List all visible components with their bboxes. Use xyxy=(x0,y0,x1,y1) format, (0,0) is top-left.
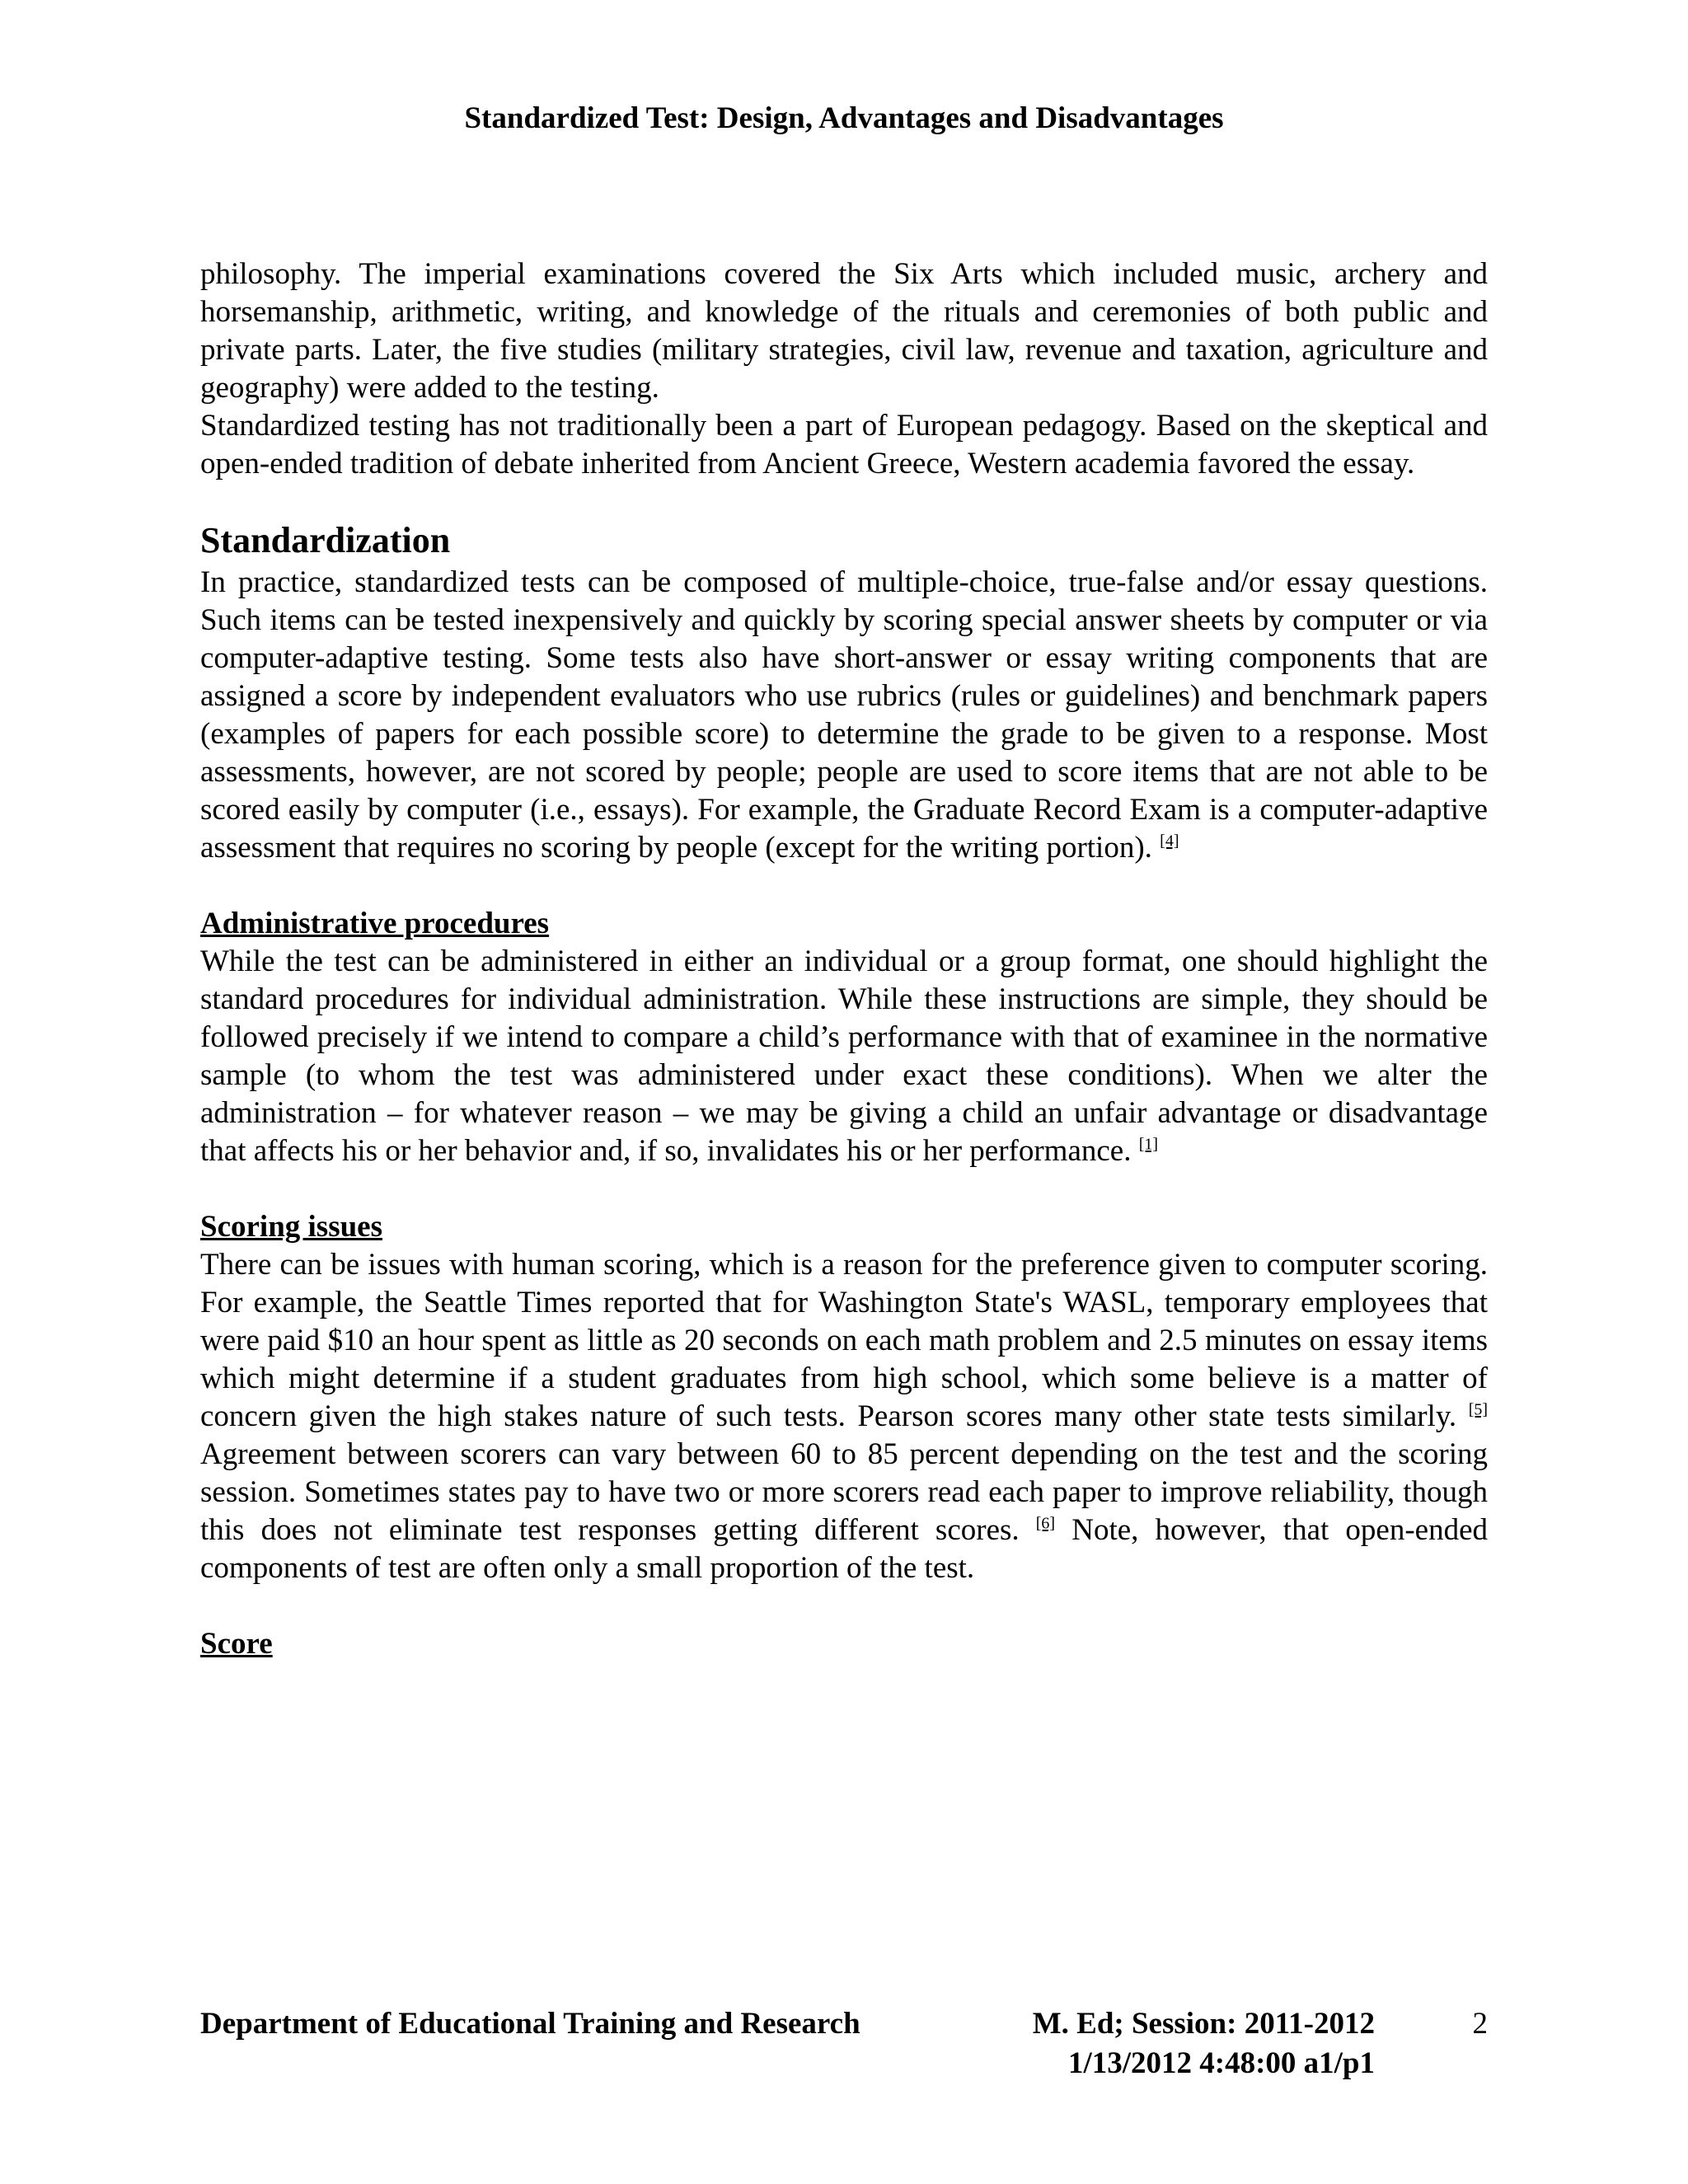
footer-department: Department of Educational Training and Research xyxy=(200,2007,860,2041)
subheading-scoring-issues: Scoring issues xyxy=(200,1210,383,1244)
footer-session-line: M. Ed; Session: 2011-2012 xyxy=(1032,2007,1375,2041)
paragraph-standardization xyxy=(200,564,1488,867)
paragraph-standardization-text: In practice, standardized tests can be composed of multiple-choice, true-false and/or essay questions. Such items can be tested inexpensively and quickly by scoring special answer sheets by computer or via computer-adaptive testing. Some tests also have short-answer or essay writing components that are assigned a score by independent evaluators who use rubrics (rules or guidelines) and benchmark papers (examples of papers for each possible score) to determine the grade to be given to a response. Most assessments, however, are not scored by people; people are used to score items that are not able to be scored easily by computer (i.e., essays). For example, the Graduate Record Exam is a computer-adaptive assessment that requires no scoring by people (except for the writing portion). xyxy=(200,565,1488,865)
body-text xyxy=(200,255,1488,1663)
footer-timestamp-line: 1/13/2012 4:48:00 a1/p1 xyxy=(1067,2046,1375,2080)
page-footer xyxy=(200,2004,1488,2095)
section-heading-standardization: Standardization xyxy=(200,520,451,560)
running-header: Standardized Test: Design, Advantages and Disadvantages xyxy=(464,101,1224,135)
citation-link-6[interactable]: [6] xyxy=(1035,1514,1056,1533)
page-number: 2 xyxy=(1472,2007,1488,2041)
paragraph-administrative-procedures xyxy=(200,943,1488,1170)
subheading-administrative-procedures: Administrative procedures xyxy=(200,907,550,940)
footer-session-info xyxy=(1008,2004,1375,2083)
paragraph-philosophy: philosophy. The imperial examinations covered the Six Arts which included music, archery and horsemanship, arithmetic, writing, and knowledge of the rituals and ceremonies of both public and private parts. Later, the five studies (military strategies, civil law, revenue and taxation, agriculture and geography) were added to the testing. xyxy=(200,257,1488,405)
paragraph-european-pedagogy: Standardized testing has not traditionally been a part of European pedagogy. Based on the skeptical and open-ended tradition of debate inherited from Ancient Greece, Western academia favored the essay. xyxy=(200,409,1488,480)
paragraph-scoring-issues-text-2: Agreement between scorers can vary between 60 to 85 percent depending on the test and the scoring session. Sometimes states pay to have two or more scorers read each paper to improve reliability, though this does not eliminate test responses getting different scores. xyxy=(200,1437,1488,1547)
subheading-score: Score xyxy=(200,1627,273,1661)
paragraph-administrative-procedures-text: While the test can be administered in either an individual or a group format, one should highlight the standard procedures for individual administration. While these instructions are simple, they should be followed precisely if we intend to compare a child’s performance with that of examinee in the normative sample (to whom the test was administered under exact these conditions). When we alter the administration – for whatever reason – we may be giving a child an unfair advantage or disadvantage that affects his or her behavior and, if so, invalidates his or her performance. xyxy=(200,944,1488,1168)
citation-link-5[interactable]: [5] xyxy=(1468,1400,1489,1419)
citation-link-1[interactable]: [1] xyxy=(1138,1135,1159,1154)
paragraph-scoring-issues-text-1: There can be issues with human scoring, which is a reason for the preference given to computer scoring. For example, the Seattle Times reported that for Washington State's WASL, temporary employees that were paid $10 an hour spent as little as 20 seconds on each math problem and 2.5 minutes on essay items which might determine if a student graduates from high school, which some believe is a matter of concern given the high stakes nature of such tests. Pearson scores many other state tests similarly. xyxy=(200,1248,1488,1433)
citation-link-4[interactable]: [4] xyxy=(1160,832,1179,851)
paragraph-scoring-issues xyxy=(200,1246,1488,1587)
paragraph-scoring-issues-text-3: Note, however, that open-ended components of test are often only a small proportion of the test. xyxy=(200,1513,1488,1585)
